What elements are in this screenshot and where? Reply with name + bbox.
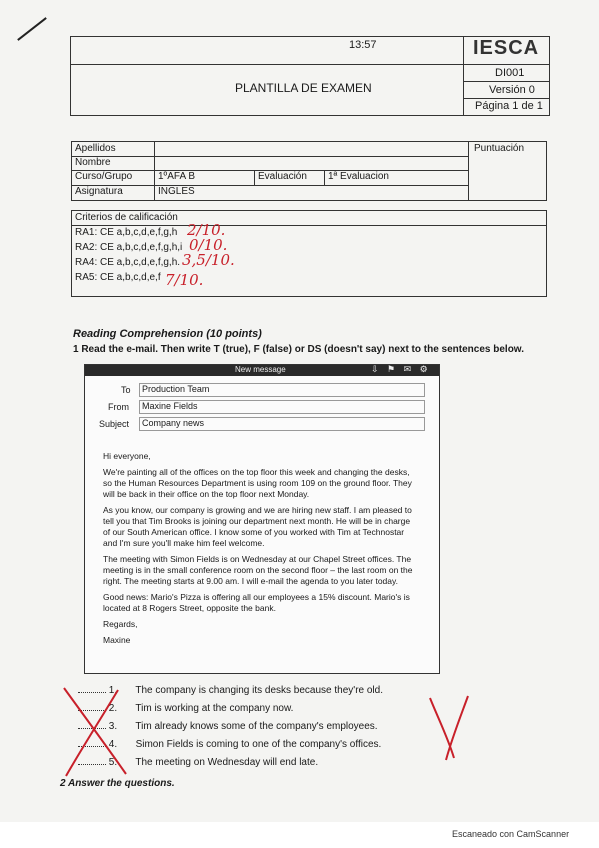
statement-number: 2. — [108, 703, 118, 714]
email-greeting: Hi everyone, — [103, 451, 151, 461]
label-nombre: Nombre — [75, 157, 111, 168]
criteria-row-label: RA5: CE a,b,c,d,e,f — [75, 272, 161, 283]
criteria-row-label: RA1: CE a,b,c,d,e,f,g,h — [75, 227, 178, 238]
list-item — [78, 685, 458, 703]
statement-text: Simon Fields is coming to one of the company's offices. — [135, 739, 382, 750]
question-1: 1 Read the e-mail. Then write T (true), F (false) or DS (doesn't say) next to the sentences below. — [73, 344, 524, 355]
email-window-title: New message — [235, 365, 286, 374]
header-time: 13:57 — [349, 39, 377, 51]
list-item — [78, 703, 458, 721]
criteria-grade: 0/10. — [189, 236, 228, 254]
criteria-title: Criterios de calificación — [75, 212, 178, 223]
statement-text: The meeting on Wednesday will end late. — [135, 757, 319, 768]
subject-field: Company news — [139, 417, 425, 431]
from-field: Maxine Fields — [139, 400, 425, 414]
list-item — [78, 739, 458, 757]
label-curso: Curso/Grupo — [75, 171, 133, 182]
label-apellidos: Apellidos — [75, 143, 116, 154]
student-info-table — [71, 141, 547, 201]
subject-label: Subject — [99, 419, 130, 429]
to-label: To — [121, 385, 131, 395]
statement-text: Tim already knows some of the company's employees. — [135, 721, 378, 732]
statement-number: 1. — [108, 685, 118, 696]
pen-mark — [17, 17, 47, 41]
correction-cross-right — [424, 694, 474, 764]
criteria-row-label: RA2: CE a,b,c,d,e,f,g,h,i — [75, 242, 183, 253]
email-paragraph: The meeting with Simon Fields is on Wednesday at our Chapel Street offices. The meeting is in the small conference room on the second floor – the last room on the right. The meeting starts at 9.00 am. I will e-mail the agenda to you later today. — [103, 554, 413, 586]
criteria-grade: 3,5/10. — [182, 251, 235, 269]
statement-number: 4. — [108, 739, 118, 750]
subject-value: INGLES — [158, 186, 195, 197]
doc-version: Versión 0 — [489, 84, 535, 96]
group-value: 1ºAFA B — [158, 171, 196, 182]
email-signature: Maxine — [103, 635, 131, 645]
from-label: From — [108, 402, 129, 412]
scanner-footer — [0, 822, 599, 848]
statement-number: 3. — [108, 721, 118, 732]
scanner-label: Escaneado con CamScanner — [452, 829, 570, 839]
list-item — [78, 721, 458, 739]
iesca-logo: IESCA — [473, 37, 540, 59]
statement-text: Tim is working at the company now. — [135, 703, 294, 714]
email-paragraph: As you know, our company is growing and we are hiring new staff. I am pleased to tell you that Tim Brooks is joining our department next month. He will be in charge of our South American office. I know some of you worked with Tim at Technostar and I'm sure you'll make him feel welcome. — [103, 505, 412, 548]
email-paragraph: Good news: Mario's Pizza is offering all our employees a 15% discount. Mario's is located at 8 Rogers Street, opposite the bank. — [103, 592, 410, 613]
exam-header — [70, 36, 550, 116]
doc-page: Página 1 de 1 — [475, 100, 543, 112]
email-body — [103, 451, 419, 646]
criteria-grade: 7/10. — [165, 271, 204, 289]
doc-code: DI001 — [495, 67, 525, 79]
email-titlebar — [85, 365, 439, 376]
statement-list — [78, 685, 458, 775]
criteria-grade: 2/10. — [187, 221, 226, 239]
section-title: Reading Comprehension (10 points) — [73, 328, 262, 340]
email-regards: Regards, — [103, 619, 138, 629]
question-2: 2 Answer the questions. — [60, 778, 175, 789]
correction-cross-left — [60, 682, 130, 782]
label-asignatura: Asignatura — [75, 186, 123, 197]
score-label: Puntuación — [474, 143, 525, 154]
criteria-table — [71, 210, 547, 297]
email-window — [84, 364, 440, 674]
statement-number: 5. — [108, 757, 118, 768]
list-item — [78, 757, 458, 775]
eval-label: Evaluación — [258, 171, 307, 182]
criteria-row-label: RA4: CE a,b,c,d,e,f,g,h. — [75, 257, 181, 268]
header-title: PLANTILLA DE EXAMEN — [235, 81, 372, 95]
eval-value: 1ª Evaluacion — [328, 171, 389, 182]
toolbar-icons: ⇩ ⚑ ✉ ⚙ — [371, 364, 431, 374]
to-field: Production Team — [139, 383, 425, 397]
email-paragraph: We're painting all of the offices on the top floor this week and changing the desks, so the Human Resources Department is using room 109 on the ground floor. They will be back in their office on the top floor next Monday. — [103, 467, 412, 499]
statement-text: The company is changing its desks because they're old. — [135, 685, 383, 696]
